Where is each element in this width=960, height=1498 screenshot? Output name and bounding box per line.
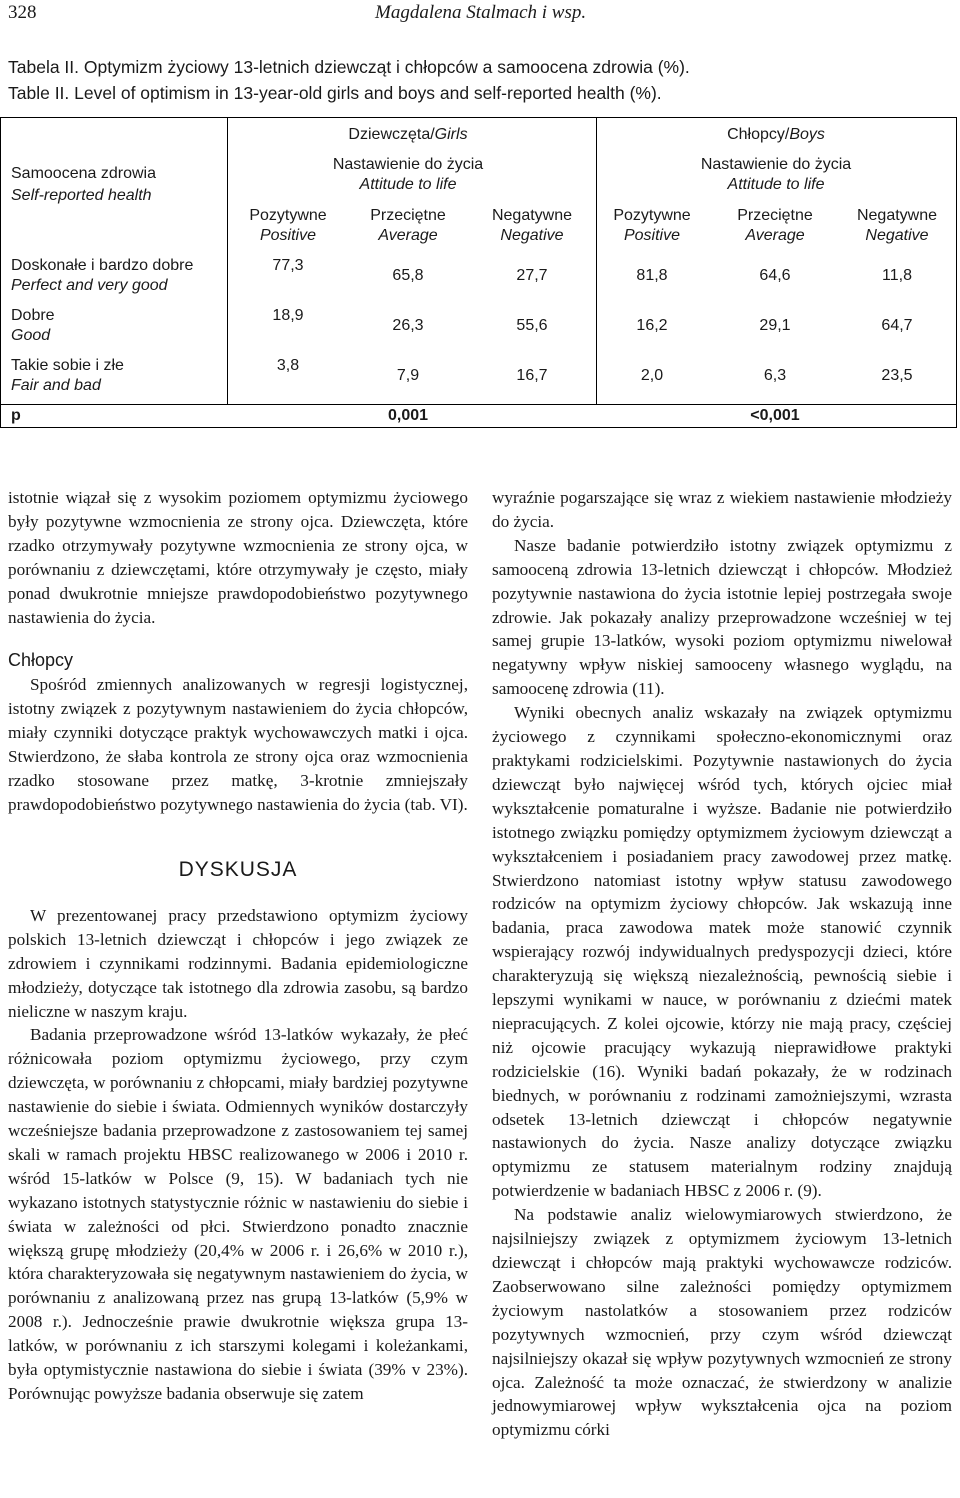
- row-header-label: Samoocena zdrowia: [11, 165, 156, 182]
- table-cell: 77,3: [272, 257, 304, 274]
- col-header-positive-en: Positive: [623, 227, 681, 244]
- attitude-heading-girls: Nastawienie do życia: [332, 156, 484, 173]
- paragraph: Nasze badanie potwierdziło istotny związek optymizmu z samooceną zdrowia 13-letnich dziewcząt i chłopców. Młodzież pozytywnie nastawiona do życia istotnie lepiej postrzegała swoje zdrowie. Jak pokazały analizy przeprowadzone wcześniej w tej samej grupie 13-latków, wysoki poziom optymizmu niwelował negatywny wpływ niskiej samooceny własnego wyglądu, na samoocenę zdrowia (11).: [492, 535, 952, 699]
- col-header-average-en: Average: [745, 227, 805, 244]
- row-label: Takie sobie i złe: [11, 357, 124, 374]
- paragraph: istotnie wiązał się z wysokim poziomem optymizmu życiowego były pozytywne wzmocnienia ze strony ojca. Dziewczęta, które rzadko otrzymywały pozytywne wzmocnienia ze strony ojca, w porównaniu z dziewczętami, które otrzymywały je często, miały ponad dwukrotnie mniejsze prawdopodobieństwo pozytywnego nastawienia do życia.: [8, 488, 468, 627]
- paragraph: Wyniki obecnych analiz wskazały na związek optymizmu życiowego z czynnikami społeczno-ekonomicznymi oraz praktykami rodzicielskimi. Pozytywnie nastawionych do życia dziewcząt było najwięcej wśród tych, których ojciec miał wykształcenie pomaturalne i wyższe. Badanie nie potwierdziło istotnego związku pomiędzy optymizmem życiowym dziewcząt a wykształceniem i posiadaniem pracy zawodowej przez matkę. Stwierdzono natomiast istotny wpływ statusu zawodowego rodziców na optymizm życiowy chłopców. Jak wskazują inne badania, praca zawodowa matek może stanowić czynnik wspierający rozwój indywidualnych predyspozycji dzieci, które charakteryzują się większą niezależnością, pewnością siebie i lepszymi wynikami w nauce, w porównaniu z dziećmi matek niepracujących. Z kolei ojcowie, którzy nie mają pracy, częściej niż ojcowie pracujący wykazują nieprawidłowe praktyki rodzicielskie (16). Wyniki badań pokazały, że w rodzinach biednych, w porównaniu z rodzinami zamożniejszymi, wzrasta odsetek 13-letnich dziewcząt i chłopców negatywnie nastawionych do życia. Nasze analizy dotyczące związku optymizmu ze statusem materialnym rodziny znajdują potwierdzenie w badaniach HBSC z 2006 r. (9).: [492, 703, 952, 1201]
- table-caption: [8, 54, 948, 106]
- attitude-heading-girls-en: Attitude to life: [359, 176, 457, 193]
- paragraph: Na podstawie analiz wielowymiarowych stwierdzono, że najsilniejszy związek z optymizmem życiowym 13-letnich dziewcząt i chłopców mają praktyki wychowawcze rodziców. Zaobserwowano silne zależności pomiędzy optymizmem życiowym nastolatków a stosowaniem przez rodziców pozytywnych wzmocnień, przy czym wśród dziewcząt najsilniejszy okazał się wpływ pozytywnych wzmocnień ze strony ojca. Zależność ta może oznaczać, że stwierdzony w analizie jednowymiarowej wpływ wykształcenia ojca na poziom optymizmu córki: [492, 1205, 952, 1440]
- row-label-en: Perfect and very good: [11, 277, 168, 294]
- caption-english: Table II. Level of optimism in 13-year-old girls and boys and self-reported health (%).: [8, 83, 662, 103]
- paragraph: Badania przeprowadzone wśród 13-latków wykazały, że płeć różnicowała poziom optymizmu życiowego, przy czym dziewczęta, w porównaniu z chłopcami, miały bardziej pozytywne nastawienie do siebie i świata. Odmiennych wyników dostarczyły wcześniejsze badania przeprowadzone z zastosowaniem tej samej skali w ramach projektu HBSC realizowanego w 2006 i 2010 r. wśród 15-latków w Polsce (9, 15). W badaniach tych nie wykazano istotnych statystycznie różnic w nastawieniu do siebie i świata w zależności od płci. Stwierdzono ponadto znacznie większą grupę młodzieży (20,4% w 2006 r. i 26,6% w 2010 r.), która charakteryzowała się negatywnym nastawieniem do życia, w porównaniu z analizowaną przez nas grupą 13-latków (5,9% w 2008 r.). Jednocześnie prawie dwukrotnie większa grupa 13-latków, w porównaniu z ich starszymi kolegami i koleżankami, była optymistycznie nastawiona do siebie i świata (39% v 23%). Porównując powyższe badania obserwuje się zatem: [8, 1025, 468, 1403]
- row-label: Doskonałe i bardzo dobre: [11, 257, 194, 274]
- row-header-label-en: Self-reported health: [11, 187, 152, 204]
- body-column-left: [8, 486, 468, 1406]
- table-cell: 26,3: [392, 317, 424, 334]
- table-cell: 64,7: [881, 317, 913, 334]
- paragraph: W prezentowanej pracy przedstawiono optymizm życiowy polskich 13-letnich dziewcząt i chłopców i jego związek ze zdrowiem i czynnikami rodzinnymi. Badania epidemiologiczne młodzieży, dotyczące tak istotnego dla zdrowia zasobu, są bardzo nieliczne w naszym kraju.: [8, 905, 468, 1021]
- table-cell: 29,1: [759, 317, 791, 334]
- table-cell: 3,8: [276, 357, 300, 374]
- table-divider: [227, 117, 228, 404]
- p-label: p: [11, 407, 21, 424]
- table-cell: 16,7: [516, 367, 548, 384]
- table-divider: [0, 404, 957, 405]
- table-cell: 18,9: [272, 307, 304, 324]
- col-header-negative: Negatywne: [856, 207, 938, 224]
- col-header-positive-en: Positive: [259, 227, 317, 244]
- col-header-positive: Pozytywne: [613, 207, 691, 224]
- table-cell: 2,0: [640, 367, 664, 384]
- col-header-negative-en: Negative: [500, 227, 564, 244]
- page-number: 328: [8, 2, 37, 23]
- body-column-right: [492, 486, 952, 1442]
- section-heading-discussion: DYSKUSJA: [178, 857, 298, 881]
- col-header-negative: Negatywne: [491, 207, 573, 224]
- table-cell: 23,5: [881, 367, 913, 384]
- subheading-boys: Chłopcy: [8, 650, 74, 671]
- col-header-average: Przeciętne: [370, 207, 446, 224]
- table-cell: 11,8: [882, 267, 912, 284]
- col-header-average-en: Average: [378, 227, 438, 244]
- running-header-authors: Magdalena Stalmach i wsp.: [375, 2, 587, 23]
- table-cell: 81,8: [636, 267, 668, 284]
- table-cell: 55,6: [516, 317, 548, 334]
- p-value-girls: 0,001: [387, 407, 429, 424]
- table-cell: 64,6: [759, 267, 791, 284]
- row-label: Dobre: [11, 307, 55, 324]
- table-divider: [596, 117, 597, 404]
- p-value-boys: <0,001: [750, 407, 800, 424]
- table-cell: 27,7: [516, 267, 548, 284]
- table-cell: 16,2: [636, 317, 668, 334]
- row-label-en: Good: [11, 327, 51, 344]
- boys-heading: Chłopcy/Boys: [727, 126, 825, 143]
- paragraph: wyraźnie pogarszające się wraz z wiekiem nastawienie młodzieży do życia.: [492, 488, 952, 531]
- row-label-en: Fair and bad: [11, 377, 101, 394]
- results-table: [0, 117, 960, 429]
- table-cell: 6,3: [763, 367, 787, 384]
- col-header-negative-en: Negative: [865, 227, 929, 244]
- girls-heading: Dziewczęta/Girls: [348, 126, 468, 143]
- caption-polish: Tabela II. Optymizm życiowy 13-letnich dziewcząt i chłopców a samoocena zdrowia (%).: [8, 57, 690, 77]
- paragraph: Spośród zmiennych analizowanych w regresji logistycznej, istotny związek z pozytywnym nastawieniem do życia chłopców, miały czynniki dotyczące praktyk wychowawczych matki i ojca. Stwierdzono, że słaba kontrola ze strony ojca oraz wzmocnienia rzadko stosowane przez matkę, 3-krotnie zmniejszały prawdopodobieństwo pozytywnego nastawienia do życia (tab. VI).: [8, 675, 468, 814]
- table-cell: 7,9: [396, 367, 420, 384]
- attitude-heading-boys-en: Attitude to life: [727, 176, 825, 193]
- attitude-heading-boys: Nastawienie do życia: [700, 156, 852, 173]
- col-header-average: Przeciętne: [737, 207, 813, 224]
- col-header-positive: Pozytywne: [249, 207, 327, 224]
- table-cell: 65,8: [392, 267, 424, 284]
